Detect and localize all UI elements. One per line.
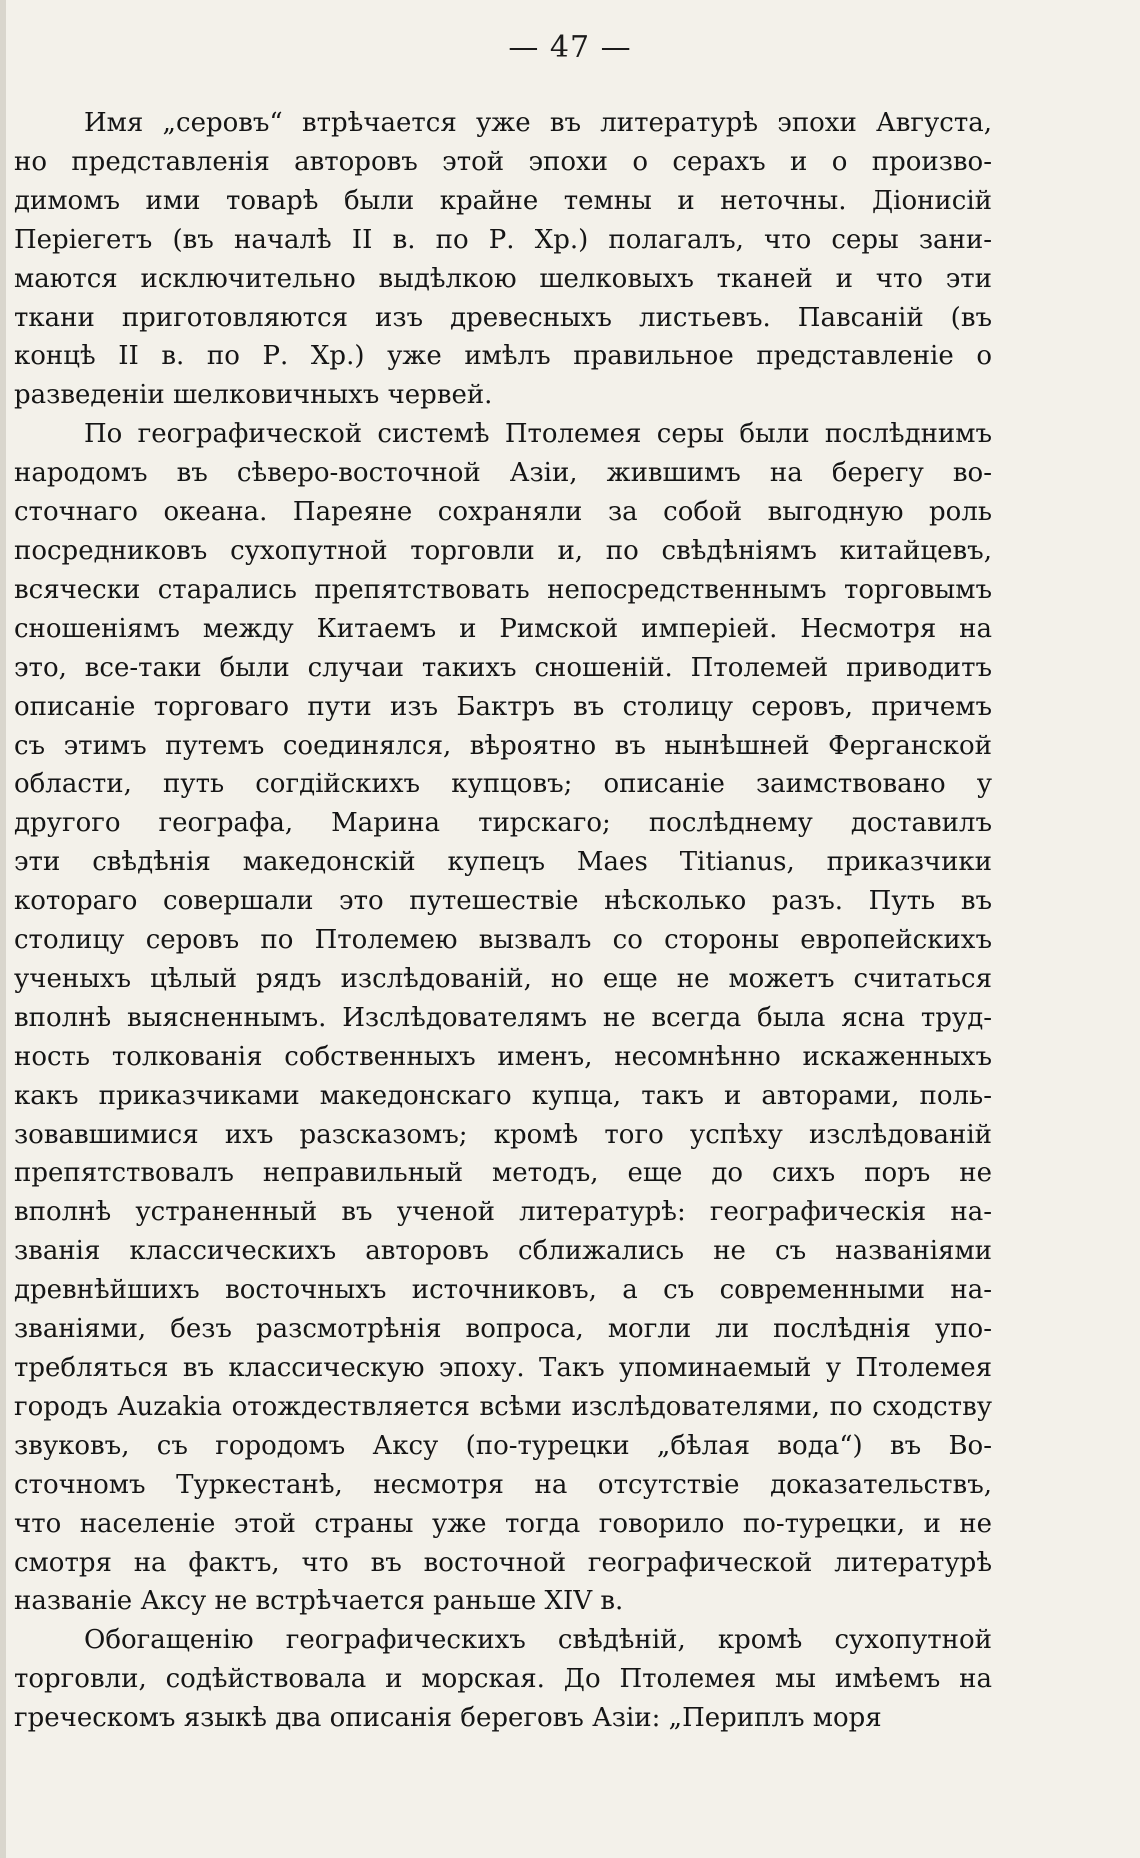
body-text <box>14 104 992 1738</box>
text-line: препятствовалъ неправильный методъ, еще до сихъ поръ не <box>14 1158 992 1189</box>
text-line: посредниковъ сухопутной торговли и, по свѣдѣніямъ китайцевъ, <box>14 535 992 566</box>
text-line: требляться въ классическую эпоху. Такъ упоминаемый у Птолемея <box>14 1353 992 1383</box>
text-line: маются исключительно выдѣлкою шелковыхъ тканей и что эти <box>14 263 992 294</box>
page-binding-edge <box>0 0 6 1858</box>
text-line: народомъ въ сѣверо-восточной Азіи, жившимъ на берегу во- <box>14 458 992 489</box>
text-line: звуковъ, съ городомъ Аксу (по-турецки „бѣлая вода“) въ Во- <box>14 1430 992 1461</box>
text-line: Періегетъ (въ началѣ II в. по Р. Хр.) полагалъ, что серы зани- <box>14 224 992 255</box>
text-line: всячески старались препятствовать непосредственнымъ торговымъ <box>14 574 992 605</box>
text-line: столицу серовъ по Птолемею вызвалъ со стороны европейскихъ <box>14 925 992 956</box>
text-line: смотря на фактъ, что въ восточной географической литературѣ <box>14 1547 992 1578</box>
text-line: что населеніе этой страны уже тогда говорило по-турецки, и не <box>14 1508 992 1539</box>
text-line: сточнаго океана. Пареяне сохраняли за собой выгодную роль <box>14 497 992 528</box>
text-line: но представленія авторовъ этой эпохи о серахъ и о произво- <box>14 146 992 177</box>
text-line: вполнѣ выясненнымъ. Изслѣдователямъ не всегда была ясна труд- <box>14 1002 992 1033</box>
text-line: званіями, безъ разсмотрѣнія вопроса, могли ли послѣднія упо- <box>14 1314 992 1345</box>
text-line: сношеніямъ между Китаемъ и Римской имперіей. Несмотря на <box>14 613 992 644</box>
text-line: вполнѣ устраненный въ ученой литературѣ: географическія на- <box>14 1197 992 1228</box>
text-line: ткани приготовляются изъ древесныхъ листьевъ. Павсаній (въ <box>14 302 992 333</box>
text-line: области, путь согдійскихъ купцовъ; описаніе заимствовано у <box>14 769 992 800</box>
text-line: съ этимъ путемъ соединялся, вѣроятно въ нынѣшней Ферганской <box>14 730 992 761</box>
text-line: Обогащенію географическихъ свѣдѣній, кромѣ сухопутной <box>84 1625 992 1656</box>
text-line: званія классическихъ авторовъ сближались не съ названіями <box>14 1236 992 1267</box>
text-line: какъ приказчиками македонскаго купца, такъ и авторами, поль- <box>14 1080 992 1111</box>
text-line: торговли, содѣйствовала и морская. До Птолемея мы имѣемъ на <box>14 1664 992 1695</box>
text-line: ученыхъ цѣлый рядъ изслѣдованій, но еще не можетъ считаться <box>14 963 992 994</box>
text-line: ность толкованія собственныхъ именъ, несомнѣнно искаженныхъ <box>14 1041 992 1072</box>
paragraph <box>14 415 992 1621</box>
text-line: Имя „серовъ“ втрѣчается уже въ литературѣ эпохи Августа, <box>84 108 992 138</box>
text-line: зовавшимися ихъ разсказомъ; кромѣ того успѣху изслѣдованій <box>14 1119 992 1150</box>
text-line: греческомъ языкѣ два описанія береговъ Азіи: „Периплъ моря <box>14 1703 882 1734</box>
text-line: описаніе торговаго пути изъ Бактръ въ столицу серовъ, причемъ <box>14 691 992 722</box>
text-line: димомъ ими товарѣ были крайне темны и неточны. Діонисій <box>14 185 992 216</box>
text-line: котораго совершали это путешествіе нѣсколько разъ. Путь въ <box>14 886 992 917</box>
text-line: По географической системѣ Птолемея серы были послѣднимъ <box>84 419 992 450</box>
text-line: другого географа, Марина тирскаго; послѣднему доставилъ <box>14 808 992 839</box>
text-line: разведеніи шелковичныхъ червей. <box>14 380 493 411</box>
text-line: сточномъ Туркестанѣ, несмотря на отсутствіе доказательствъ, <box>14 1469 992 1500</box>
text-line: концѣ II в. по Р. Хр.) уже имѣлъ правильное представленіе о <box>14 341 992 372</box>
page-number: — 47 — <box>508 30 632 65</box>
paragraph <box>14 104 992 415</box>
text-line: древнѣйшихъ восточныхъ источниковъ, а съ современными на- <box>14 1275 992 1306</box>
text-line: названіе Аксу не встрѣчается раньше XIV в. <box>14 1586 624 1617</box>
text-line: это, все-таки были случаи такихъ сношеній. Птолемей приводитъ <box>14 652 992 683</box>
text-line: эти свѣдѣнія македонскій купецъ Maes Titianus, приказчики <box>14 847 992 878</box>
text-line: городъ Auzakia отождествляется всѣми изслѣдователями, по сходству <box>14 1391 992 1422</box>
paragraph <box>14 1621 992 1738</box>
